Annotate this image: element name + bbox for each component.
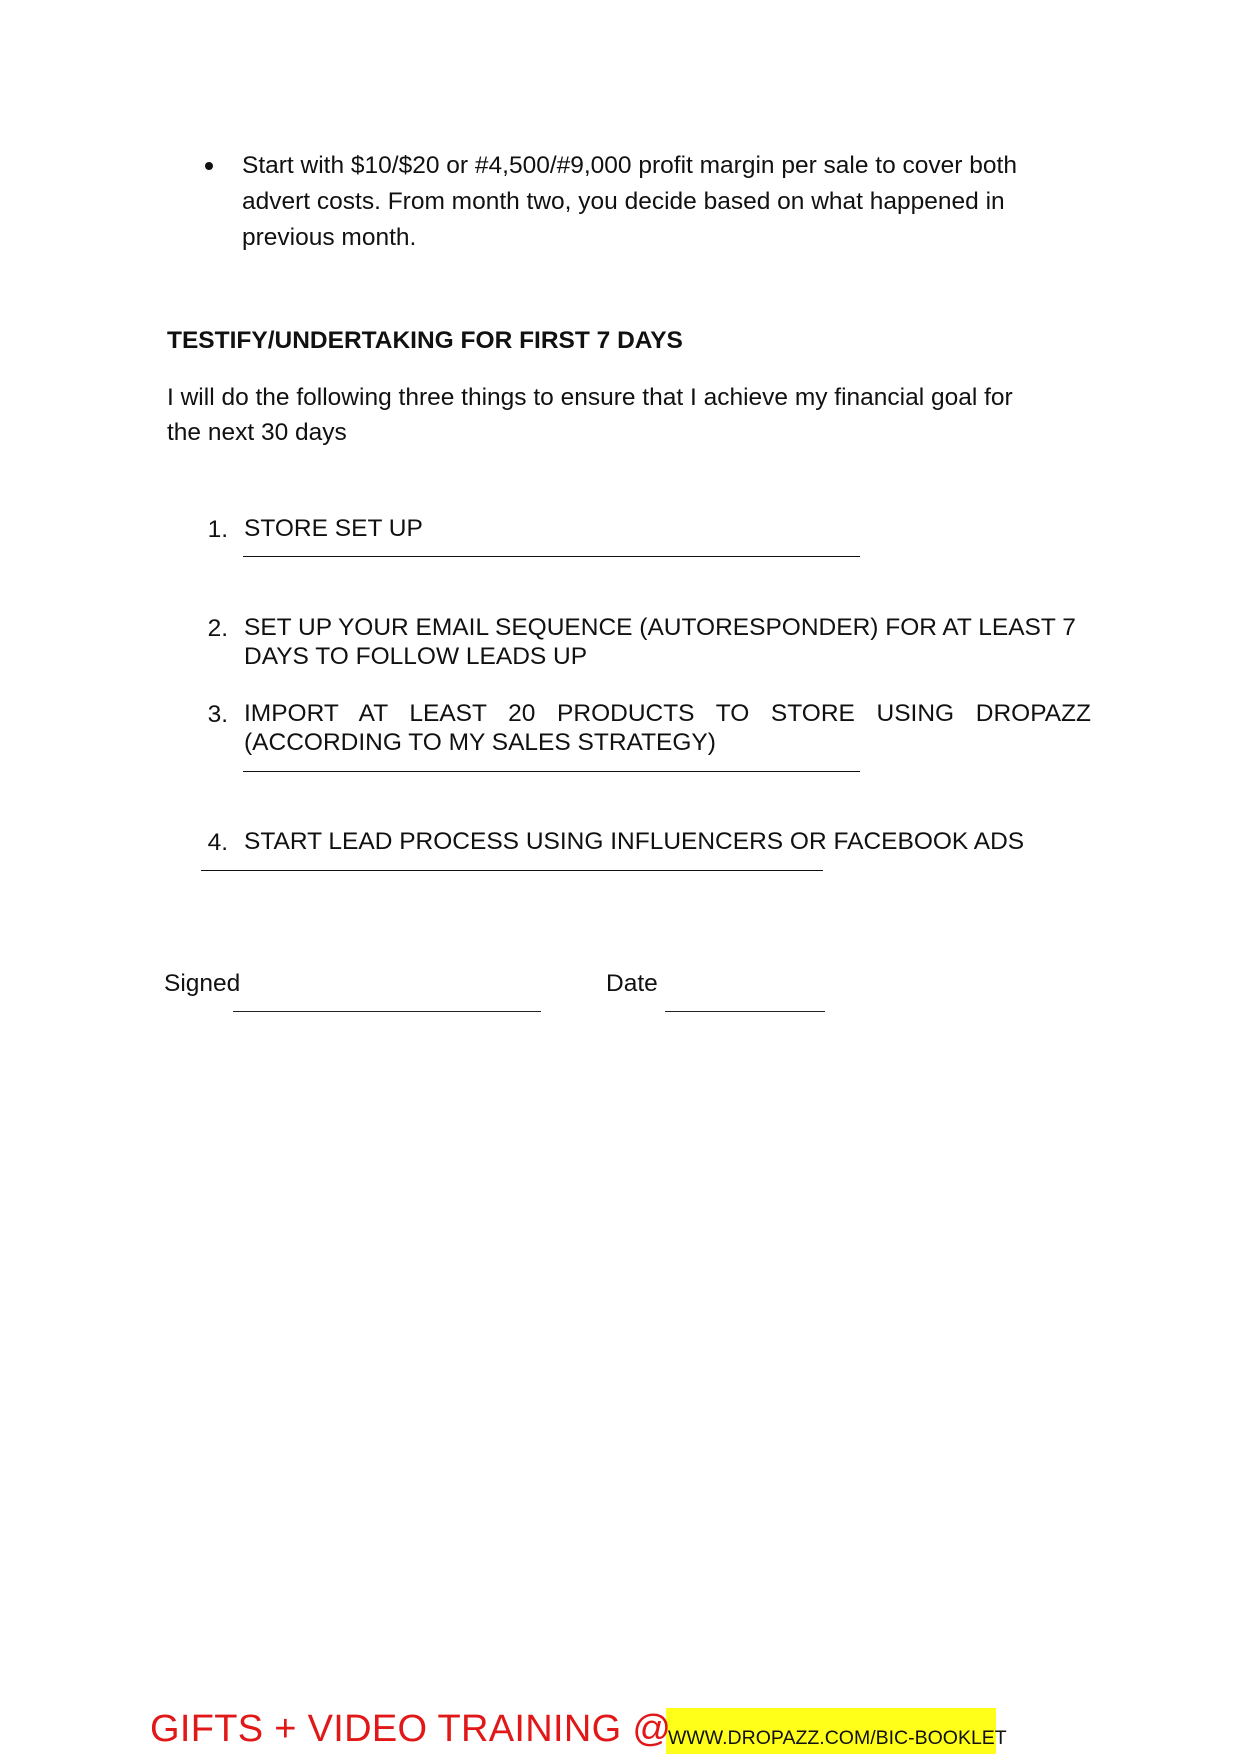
item-number-2: 2. — [207, 615, 228, 642]
item-text-2: SET UP YOUR EMAIL SEQUENCE (AUTORESPONDER) FOR AT LEAST 7 DAYS TO FOLLOW LEADS UP — [244, 614, 1076, 670]
item-text-1: STORE SET UP — [244, 515, 423, 542]
item-text-3: IMPORT AT LEAST 20 PRODUCTS TO STORE USING DROPAZZ (ACCORDING TO MY SALES STRATEGY) — [244, 700, 1091, 756]
item-3-underline — [243, 771, 860, 772]
bullet-text: Start with $10/$20 or #4,500/#9,000 profit margin per sale to cover both advert costs. From month two, you decide based on what happened in previous month. — [242, 152, 1017, 251]
intro-paragraph: I will do the following three things to ensure that I achieve my financial goal for the next 30 days — [167, 384, 1013, 446]
item-4-underline — [201, 870, 823, 871]
bullet-point-icon — [205, 162, 213, 170]
date-label: Date — [606, 970, 658, 997]
footer-url-link[interactable]: WWW.DROPAZZ.COM/BIC-BOOKLET — [668, 1727, 1007, 1749]
date-line — [665, 1011, 825, 1012]
item-1-underline — [243, 556, 860, 557]
item-number-4: 4. — [207, 829, 228, 856]
item-number-1: 1. — [207, 516, 228, 543]
item-text-4: START LEAD PROCESS USING INFLUENCERS OR FACEBOOK ADS — [244, 828, 1025, 855]
section-heading: TESTIFY/UNDERTAKING FOR FIRST 7 DAYS — [167, 327, 683, 354]
signed-label: Signed — [164, 970, 241, 997]
footer-promo-text: GIFTS + VIDEO TRAINING @ — [150, 1708, 672, 1750]
item-number-3: 3. — [207, 701, 228, 728]
signature-line — [233, 1011, 541, 1012]
